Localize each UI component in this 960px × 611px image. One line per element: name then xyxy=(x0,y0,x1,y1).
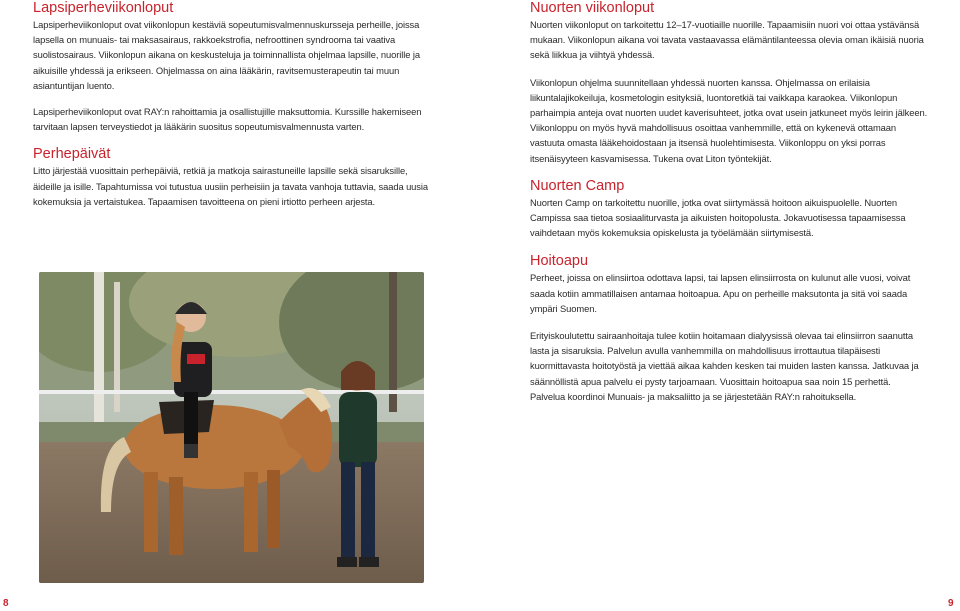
section-title: Nuorten Camp xyxy=(530,177,625,194)
section-title: Perhepäivät xyxy=(33,146,111,163)
paragraph: Viikonlopun ohjelma suunnitellaan yhdessä nuorten kanssa. Ohjelmassa on erilaisia liikuntalajikokeiluja, kosmetologin esityksiä, luontoretkiä tai vaikkapa karaokea. Viikonlopun parhaimpia anteja ovat nuorten uudet kaverisuhteet, jotka ovat usein jatkuneet myös leirin jälkeen. Viikonloppu on myös hyvä mahdollisuus osoittaa vanhemmille, että on kykenevä ottamaan vastuuta omasta lääkehoidostaan ja itsensä huolehtimisesta. Viikonloppu on yksi porras itsenäisyyteen kasvamisessa. Tukena ovat Liton työntekijät. xyxy=(530,76,928,164)
section-title: Lapsiperheviikonloput xyxy=(33,0,174,16)
right-column xyxy=(530,0,928,404)
left-column xyxy=(33,0,433,209)
section-title: Nuorten viikonloput xyxy=(530,0,655,16)
horse-riding-photo xyxy=(39,272,424,583)
photo-image xyxy=(39,272,424,583)
page-number-right: 9 xyxy=(948,598,954,609)
paragraph: Nuorten viikonloput on tarkoitettu 12–17-vuotiaille nuorille. Tapaamisiin nuori voi ottaa ystävänsä mukaan. Viikonlopun aikana voi tavata vastaavassa elämäntilanteessa olevia oman ikäisiä nuoria sekä liikkua ja viihtyä yhdessä. xyxy=(530,19,924,61)
paragraph: Lapsiperheviikonloput ovat viikonlopun kestäviä sopeutumisvalmennuskursseja perheille, joissa lapsella on munuais- tai maksasairaus, rakkoekstrofia, nefroottinen syndrooma tai vaativa suolistosairaus. Viikonlopun aikana on keskusteluja ja toiminnallista ohjelmaa lapsille, nuorille ja aikuisille yhdessä ja erikseen. Ohjelmassa on aina lääkärin, ravitsemusterapeutin tai muun asiantuntijan luento. xyxy=(33,19,420,91)
section-title: Hoitoapu xyxy=(530,253,589,270)
page-number-left: 8 xyxy=(3,598,9,609)
paragraph: Lapsiperheviikonloput ovat RAY:n rahoittamia ja osallistujille maksuttomia. Kurssille hakemiseen tarvitaan lapsen terveystiedot ja lääkärin suositus sopeutumisvalmennusta varten. xyxy=(33,106,422,133)
paragraph: Perheet, joissa on elinsiirtoa odottava lapsi, tai lapsen elinsiirrosta on kulunut alle vuosi, voivat saada kotiin ammatillaisen antamaa hoitoapua. Apu on perheille maksutonta ja sitä voi saada ympäri Suomen. xyxy=(530,272,911,314)
paragraph: Litto järjestää vuosittain perhepäiviä, retkiä ja matkoja sairastuneille lapsille sekä sisaruksille, äideille ja isille. Tapahtumissa voi tutustua uusiin perheisiin ja tavata vanhoja tuttavia, saada uusia kokemuksia ja vertaistukea. Tapaamisen tavoitteena on pieni irtiotto perheen arjesta. xyxy=(33,165,428,207)
paragraph: Nuorten Camp on tarkoitettu nuorille, jotka ovat siirtymässä hoitoon aikuispuolelle. Nuorten Campissa saa tietoa sosiaaliturvasta ja aikuisten hoitopolusta. Jokavuotisessa tapaamisessa vaihdetaan myös kokemuksia opiskelusta ja työelämään siirtymisestä. xyxy=(530,196,906,239)
paragraph: Erityiskoulutettu sairaanhoitaja tulee kotiin hoitamaan dialyysissä olevaa tai elinsiirron saanutta lasta ja sisaruksia. Palvelun avulla vanhemmilla on mahdollisuus irrottautua tilapäisesti kuormittavasta hoitotyöstä ja viettää aikaa kahden kesken tai muiden lasten kanssa. Jatkuvaa ja säännöllistä apua palvelu ei pysty tarjoamaan. Vuosittain hoitoapua saa noin 15 perhettä. Palvelua koordinoi Munuais- ja maksaliitto ja se järjestetään RAY:n rahoituksella. xyxy=(530,330,919,402)
